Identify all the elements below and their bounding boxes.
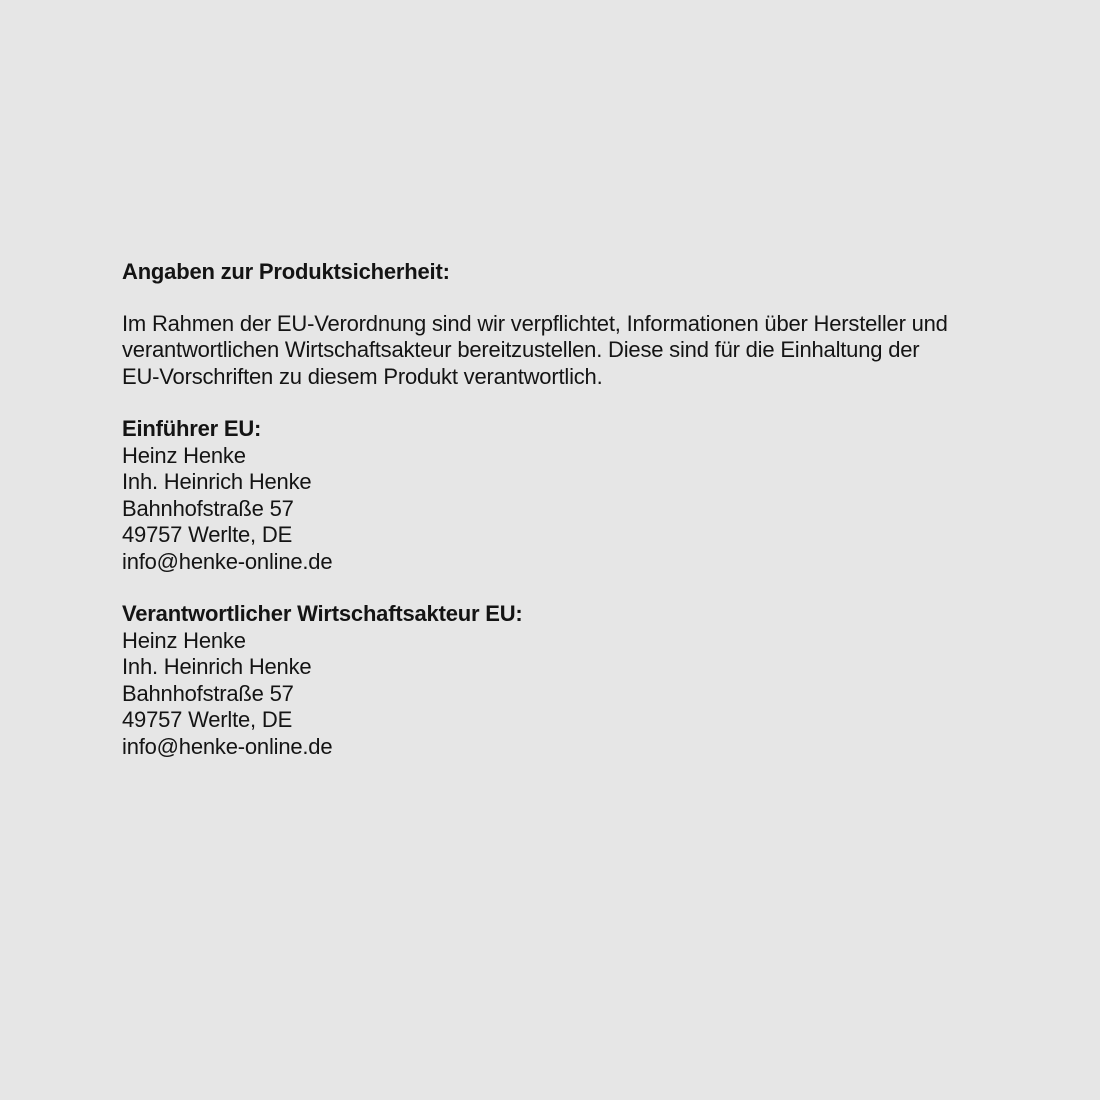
intro-paragraph xyxy=(122,311,1002,391)
importer-city: 49757 Werlte, DE xyxy=(122,522,293,547)
responsible-actor-city: 49757 Werlte, DE xyxy=(122,707,293,732)
intro-line: verantwortlichen Wirtschaftsakteur bereitzustellen. Diese sind für die Einhaltung der xyxy=(122,337,920,362)
responsible-actor-owner: Inh. Heinrich Henke xyxy=(122,654,312,679)
responsible-actor-email: info@henke-online.de xyxy=(122,733,333,759)
importer-email: info@henke-online.de xyxy=(122,548,333,574)
importer-street: Bahnhofstraße 57 xyxy=(122,495,294,521)
intro-line: EU-Vorschriften zu diesem Produkt verantwortlich. xyxy=(122,363,603,389)
responsible-actor-street: Bahnhofstraße 57 xyxy=(122,680,294,706)
responsible-actor-section xyxy=(122,601,1002,760)
product-safety-heading: Angaben zur Produktsicherheit: xyxy=(122,259,450,284)
intro-line: Im Rahmen der EU-Verordnung sind wir verpflichtet, Informationen über Hersteller und xyxy=(122,310,948,336)
importer-section xyxy=(122,416,1002,575)
responsible-actor-name: Heinz Henke xyxy=(122,627,246,653)
importer-name: Heinz Henke xyxy=(122,442,246,468)
importer-label: Einführer EU: xyxy=(122,416,262,441)
product-safety-info xyxy=(122,259,1002,760)
importer-owner: Inh. Heinrich Henke xyxy=(122,469,312,494)
responsible-actor-label: Verantwortlicher Wirtschaftsakteur EU: xyxy=(122,601,523,626)
